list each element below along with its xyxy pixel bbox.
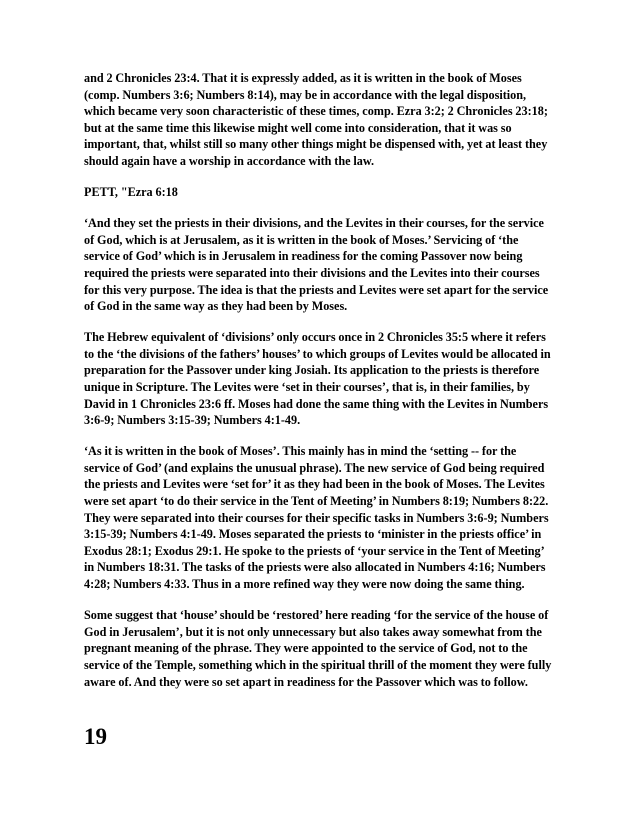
paragraph-chronicles-continuation: and 2 Chronicles 23:4. That it is expressly added, as it is written in the book of Moses (comp. Numbers 3:6; Numbers 8:14), may be in accordance with the legal disposition, which became very soon characteristic of these times, comp. Ezra 3:2; 2 Chronicles 23:18; but at the same time this likewise might well come into consideration, that it was so important, that, whilst still so many other things might be dispensed with, yet at least they should again have a worship in accordance with the law. bbox=[84, 71, 548, 168]
paragraph-pett-heading: PETT, "Ezra 6:18 bbox=[84, 185, 178, 200]
page-number: 19 bbox=[84, 724, 107, 749]
document-body bbox=[84, 70, 554, 705]
paragraph-hebrew-divisions: The Hebrew equivalent of ‘divisions’ only occurs once in 2 Chronicles 35:5 where it refers to the ‘the divisions of the fathers’ houses’ to which groups of Levites would be allocated in preparation for the Passover under king Josiah. Its application to the priests is therefore unique in Scripture. The Levites were ‘set in their courses’, that is, in their families, by David in 1 Chronicles 23:6 ff. Moses had done the same thing with the Levites in Numbers 3:6-9; Numbers 3:15-39; Numbers 4:1-49. bbox=[84, 330, 551, 428]
paragraph-house-restored: Some suggest that ‘house’ should be ‘restored’ here reading ‘for the service of the house of God in Jerusalem’, but it is not only unnecessary but also takes away somewhat from the pregnant meaning of the phrase. They were appointed to the service of God, not to the service of the Temple, something which in the spiritual thrill of the moment they were fully aware of. And they were so set apart in readiness for the Passover which was to follow. bbox=[84, 608, 552, 689]
paragraph-book-of-moses: ‘As it is written in the book of Moses’. This mainly has in mind the ‘setting -- for the service of God’ (and explains the unusual phrase). The new service of God being required the priests and Levites were ‘set for’ it as they had been in the book of Moses. The Levites were set apart ‘to do their service in the Tent of Meeting’ in Numbers 8:19; Numbers 8:22. They were separated into their courses for their specific tasks in Numbers 3:6-9; Numbers 3:15-39; Numbers 4:1-49. Moses separated the priests to ‘minister in the priests office’ in Exodus 28:1; Exodus 29:1. He spoke to the priests of ‘your service in the Tent of Meeting’ in Numbers 18:31. The tasks of the priests were also allocated in Numbers 4:16; Numbers 4:28; Numbers 4:33. Thus in a more refined way they were now doing the same thing. bbox=[84, 444, 549, 592]
paragraph-scripture-quote: ‘And they set the priests in their divisions, and the Levites in their courses, for the service of God, which is at Jerusalem, as it is written in the book of Moses.’ Servicing of ‘the service of God’ which is in Jerusalem in readiness for the coming Passover now being required the priests were separated into their divisions and the Levites into their courses for this very purpose. The idea is that the priests and Levites were set apart for the service of God in the same way as they had been by Moses. bbox=[84, 216, 549, 314]
